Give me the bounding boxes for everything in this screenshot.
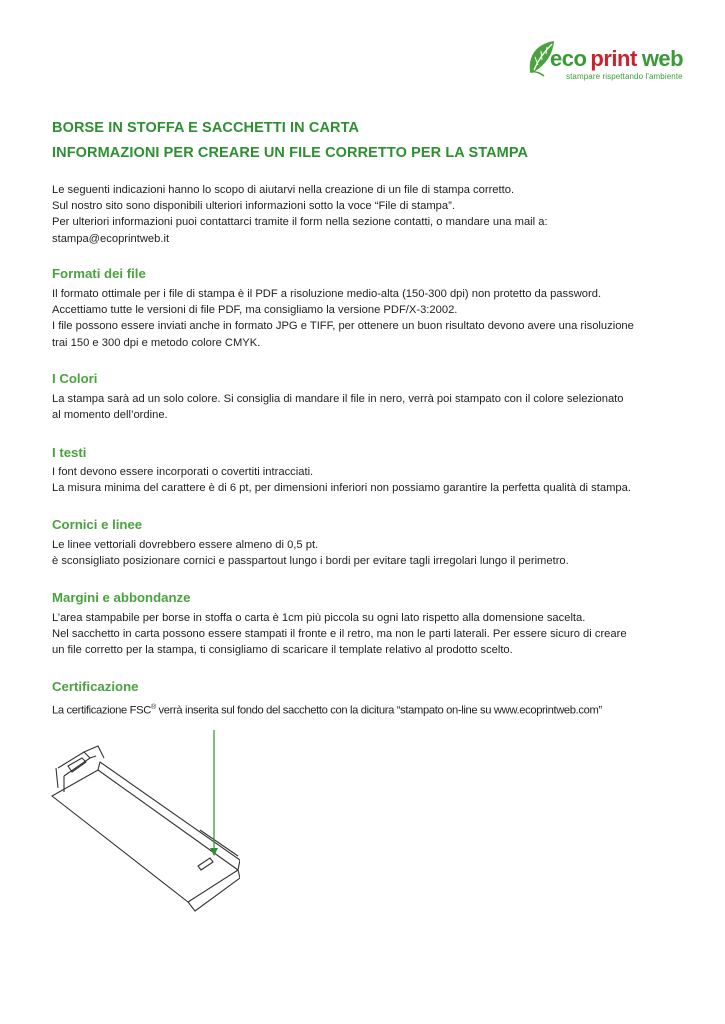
body-line: I file possono essere inviati anche in formato JPG e TIFF, per ottenere un buon risultato devono avere una risoluzione <box>52 320 634 333</box>
body-line: un file corretto per la stampa, ti consigliamo di scaricare il template relativo al prodotto scelto. <box>52 644 513 657</box>
body-line: Le linee vettoriali dovrebbero essere almeno di 0,5 pt. <box>52 539 319 551</box>
section-body-certificazione <box>52 700 692 719</box>
intro-line: Per ulteriori informazioni puoi contattarci tramite il form nella sezione contatti, o mandare una mail a: <box>52 216 548 229</box>
section-body-margini <box>52 610 692 659</box>
document-subtitle: INFORMAZIONI PER CREARE UN FILE CORRETTO PER LA STAMPA <box>52 145 529 161</box>
certification-line <box>52 700 692 719</box>
section-heading-margini: Margini e abbondanze <box>52 590 191 605</box>
logo-tagline: stampare rispettando l'ambiente <box>566 72 683 81</box>
registered-mark: ® <box>150 704 156 711</box>
ecoprintweb-logo <box>526 38 696 88</box>
body-line: I font devono essere incorporati o covertiti intracciati. <box>52 466 314 478</box>
body-line: Accettiamo tutte le versioni di file PDF, ma consigliamo la versione PDF/X-3:2002. <box>52 304 458 317</box>
body-line: al momento dell’ordine. <box>52 409 168 422</box>
section-body-formati <box>52 286 692 351</box>
logo-word-web: web <box>641 46 684 71</box>
cert-text-end: verrà inserita sul fondo del sacchetto con la dicitura “stampato on-line su www.ecoprintweb.com” <box>155 704 602 717</box>
section-heading-colori: I Colori <box>52 371 98 386</box>
intro-paragraph <box>52 182 692 247</box>
body-line: Nel sacchetto in carta possono essere stampati il fronte e il retro, ma non le parti laterali. Per essere sicuro di creare <box>52 628 627 641</box>
section-heading-cornici: Cornici e linee <box>52 517 143 532</box>
body-line: è sconsigliato posizionare cornici e passpartout lungo i bordi per evitare tagli irregolari lungo il perimetro. <box>52 555 569 568</box>
section-heading-testi: I testi <box>52 445 87 460</box>
logo-word-eco: eco <box>550 46 587 71</box>
intro-line: Le seguenti indicazioni hanno lo scopo di aiutarvi nella creazione di un file di stampa corretto. <box>52 184 515 196</box>
paper-bag-illustration <box>50 728 240 928</box>
logo-word-print: print <box>590 46 637 71</box>
logo-wordmark <box>550 46 683 72</box>
section-body-testi <box>52 464 692 496</box>
section-body-cornici <box>52 537 692 569</box>
document-title: BORSE IN STOFFA E SACCHETTI IN CARTA <box>52 120 360 136</box>
body-line: Il formato ottimale per i file di stampa è il PDF a risoluzione medio-alta (150-300 dpi) non protetto da password. <box>52 288 602 300</box>
contact-email: stampa@ecoprintweb.it <box>52 232 170 245</box>
intro-line: Sul nostro sito sono disponibili ulteriori informazioni sotto la voce “File di stampa”. <box>52 200 455 213</box>
section-heading-certificazione: Certificazione <box>52 679 139 694</box>
section-heading-formati: Formati dei file <box>52 266 146 281</box>
section-body-colori <box>52 391 692 423</box>
body-line: trai 150 e 300 dpi e metodo colore CMYK. <box>52 336 261 349</box>
body-line: La stampa sarà ad un solo colore. Si consiglia di mandare il file in nero, verrà poi stampato con il colore selezionato <box>52 393 624 405</box>
body-line: La misura minima del carattere è di 6 pt, per dimensioni inferiori non possiamo garantire la perfetta qualità di stampa. <box>52 482 631 495</box>
body-line: L’area stampabile per borse in stoffa o carta è 1cm più piccola su ogni lato rispetto alla domensione sacelta. <box>52 612 586 624</box>
cert-text-start: La certificazione FSC <box>52 704 151 717</box>
